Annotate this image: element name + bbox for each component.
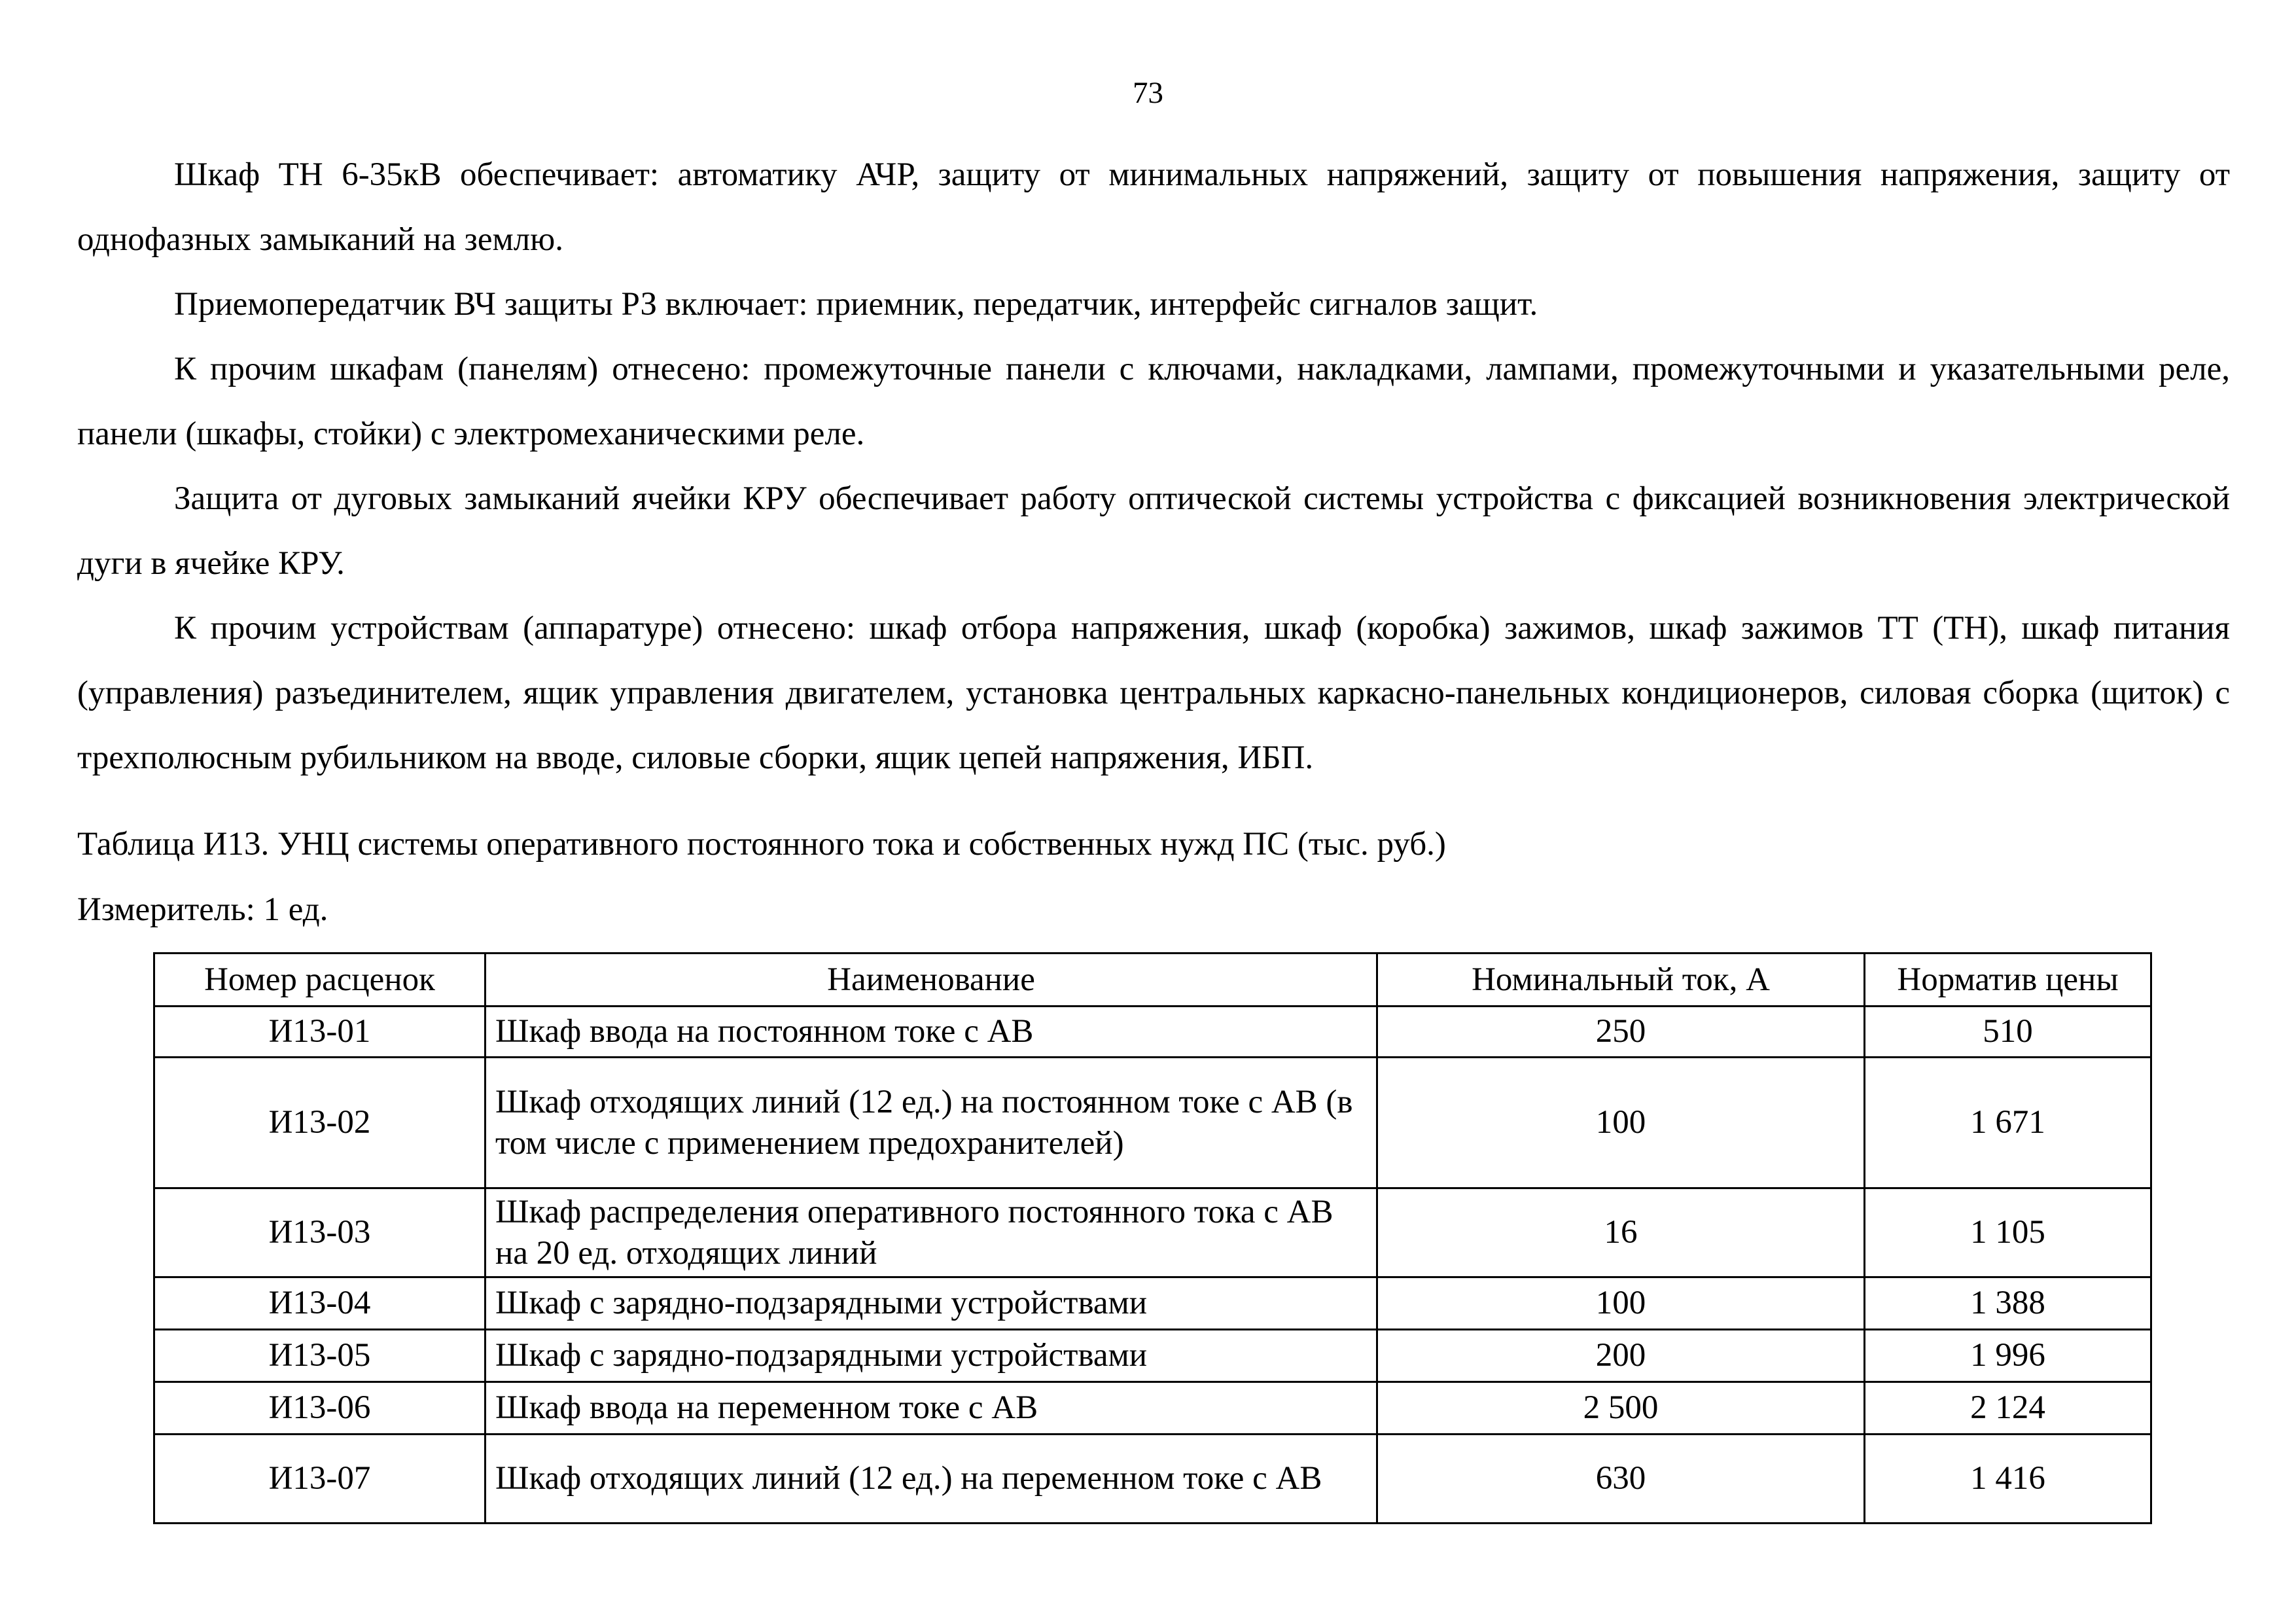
cell-name: Шкаф ввода на постоянном токе с АВ — [486, 1007, 1377, 1058]
cell-price: 1 416 — [1865, 1435, 2151, 1524]
cell-code: И13-04 — [154, 1277, 486, 1330]
cell-code: И13-07 — [154, 1435, 486, 1524]
cell-current: 2 500 — [1377, 1382, 1865, 1435]
cell-code: И13-03 — [154, 1188, 486, 1277]
cell-price: 1 388 — [1865, 1277, 2151, 1330]
cell-code: И13-06 — [154, 1382, 486, 1435]
table-row — [154, 1058, 2151, 1188]
table-row — [154, 1007, 2151, 1058]
paragraph-transceiver: Приемопередатчик ВЧ защиты РЗ включает: приемник, передатчик, интерфейс сигналов защит. — [174, 286, 1538, 323]
cell-code: И13-02 — [154, 1058, 486, 1188]
table-header-row — [154, 954, 2151, 1007]
header-current: Номинальный ток, А — [1377, 954, 1865, 1007]
price-table — [153, 952, 2152, 1524]
cell-code: И13-01 — [154, 1007, 486, 1058]
paragraph-other-devices: К прочим устройствам (аппаратуре) отнесено: шкаф отбора напряжения, шкаф (коробка) зажимов, шкаф зажимов ТТ (ТН), шкаф питания (управления) разъединителем, ящик управления двигателем, установка центральных каркасно-панельных кондиционеров, силовая сборка (щиток) с трехполюсным рубильником на вводе, силовые сборки, ящик цепей напряжения, ИБП. — [77, 610, 2230, 776]
table-row — [154, 1188, 2151, 1277]
cell-price: 510 — [1865, 1007, 2151, 1058]
cell-name: Шкаф отходящих линий (12 ед.) на переменном токе с АВ — [486, 1435, 1377, 1524]
body-text — [77, 143, 2230, 791]
table-title: Таблица И13. УНЦ системы оперативного постоянного тока и собственных нужд ПС (тыс. руб.) — [77, 826, 1446, 863]
cell-current: 100 — [1377, 1277, 1865, 1330]
cell-current: 16 — [1377, 1188, 1865, 1277]
paragraph-other-cabinets: К прочим шкафам (панелям) отнесено: промежуточные панели с ключами, накладками, лампами, промежуточными и указательными реле, панели (шкафы, стойки) с электромеханическими реле. — [77, 351, 2230, 452]
table-row — [154, 1330, 2151, 1382]
cell-current: 100 — [1377, 1058, 1865, 1188]
cell-price: 1 671 — [1865, 1058, 2151, 1188]
cell-price: 1 105 — [1865, 1188, 2151, 1277]
table-row — [154, 1435, 2151, 1524]
header-price: Норматив цены — [1865, 954, 2151, 1007]
cell-name: Шкаф с зарядно-подзарядными устройствами — [486, 1330, 1377, 1382]
cell-name: Шкаф с зарядно-подзарядными устройствами — [486, 1277, 1377, 1330]
header-name: Наименование — [486, 954, 1377, 1007]
cell-name: Шкаф ввода на переменном токе с АВ — [486, 1382, 1377, 1435]
table-row — [154, 1382, 2151, 1435]
table-row — [154, 1277, 2151, 1330]
cell-price: 2 124 — [1865, 1382, 2151, 1435]
page-number: 73 — [1133, 76, 1163, 110]
cell-code: И13-05 — [154, 1330, 486, 1382]
cell-price: 1 996 — [1865, 1330, 2151, 1382]
cell-name: Шкаф отходящих линий (12 ед.) на постоянном токе с АВ (в том числе с применением предохранителей) — [486, 1058, 1377, 1188]
header-code: Номер расценок — [154, 954, 486, 1007]
paragraph-arc-protection: Защита от дуговых замыканий ячейки КРУ обеспечивает работу оптической системы устройства с фиксацией возникновения электрической дуги в ячейке КРУ. — [77, 480, 2230, 582]
meter-label: Измеритель: 1 ед. — [77, 891, 328, 928]
cell-current: 250 — [1377, 1007, 1865, 1058]
cell-current: 630 — [1377, 1435, 1865, 1524]
paragraph-cabinet-tn: Шкаф ТН 6-35кВ обеспечивает: автоматику АЧР, защиту от минимальных напряжений, защиту от повышения напряжения, защиту от однофазных замыканий на землю. — [77, 156, 2230, 258]
cell-name: Шкаф распределения оперативного постоянного тока с АВ на 20 ед. отходящих линий — [486, 1188, 1377, 1277]
cell-current: 200 — [1377, 1330, 1865, 1382]
